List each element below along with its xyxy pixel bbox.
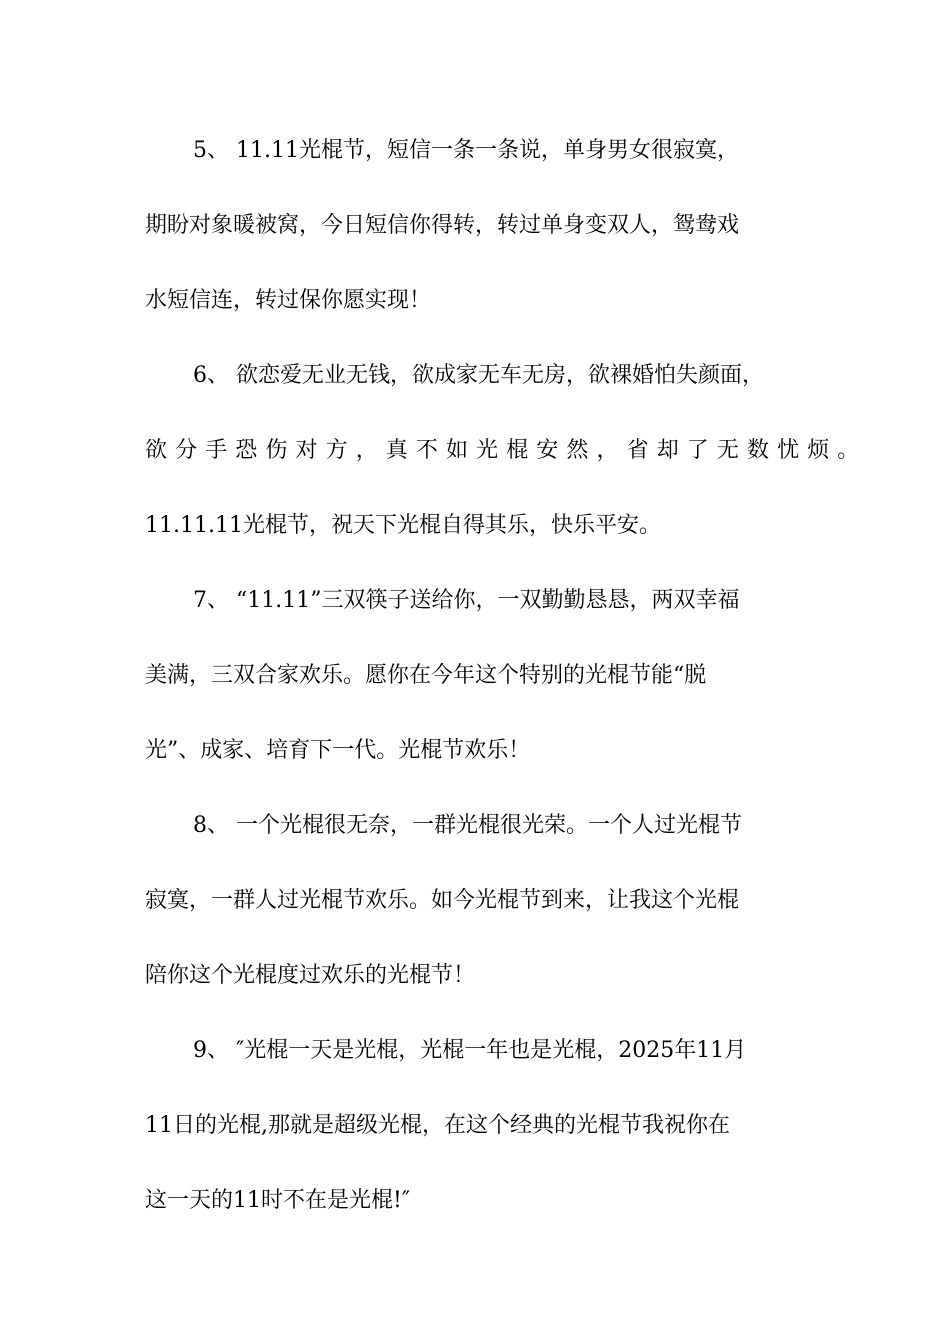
paragraph-6-line-2: 欲分手恐伤对方，真不如光棍安然，省却了无数忧烦。 bbox=[145, 438, 868, 463]
paragraph-6-line-3: 11.11.11光棍节，祝天下光棍自得其乐，快乐平安。 bbox=[145, 513, 661, 538]
paragraph-5-line-1: 5、 11.11光棍节，短信一条一条说，单身男女很寂寞， bbox=[193, 138, 739, 163]
paragraph-7-line-3: 光”、成家、培育下一代。光棍节欢乐！ bbox=[145, 738, 531, 763]
paragraph-9-line-3: 这一天的11时不在是光棍!″ bbox=[145, 1188, 411, 1213]
paragraph-8-line-2: 寂寞，一群人过光棍节欢乐。如今光棍节到来，让我这个光棍 bbox=[145, 888, 740, 913]
paragraph-5-line-3: 水短信连，转过保你愿实现！ bbox=[145, 288, 432, 313]
paragraph-7-line-1: 7、 “11.11”三双筷子送给你，一双勤勤恳恳，两双幸福 bbox=[193, 588, 740, 613]
paragraph-9-line-1: 9、 ″光棍一天是光棍，光棍一年也是光棍，2025年11月 bbox=[193, 1038, 747, 1063]
paragraph-6-line-1: 6、 欲恋爱无业无钱，欲成家无车无房，欲裸婚怕失颜面， bbox=[193, 363, 764, 388]
paragraph-8-line-1: 8、 一个光棍很无奈，一群光棍很光荣。一个人过光棍节 bbox=[193, 813, 742, 838]
paragraph-7-line-2: 美满，三双合家欢乐。愿你在今年这个特别的光棍节能“脱 bbox=[145, 663, 707, 688]
paragraph-9-line-2: 11日的光棍,那就是超级光棍，在这个经典的光棍节我祝你在 bbox=[145, 1113, 730, 1138]
paragraph-8-line-3: 陪你这个光棍度过欢乐的光棍节！ bbox=[145, 963, 476, 988]
paragraph-5-line-2: 期盼对象暖被窝，今日短信你得转，转过单身变双人，鸳鸯戏 bbox=[145, 213, 740, 238]
